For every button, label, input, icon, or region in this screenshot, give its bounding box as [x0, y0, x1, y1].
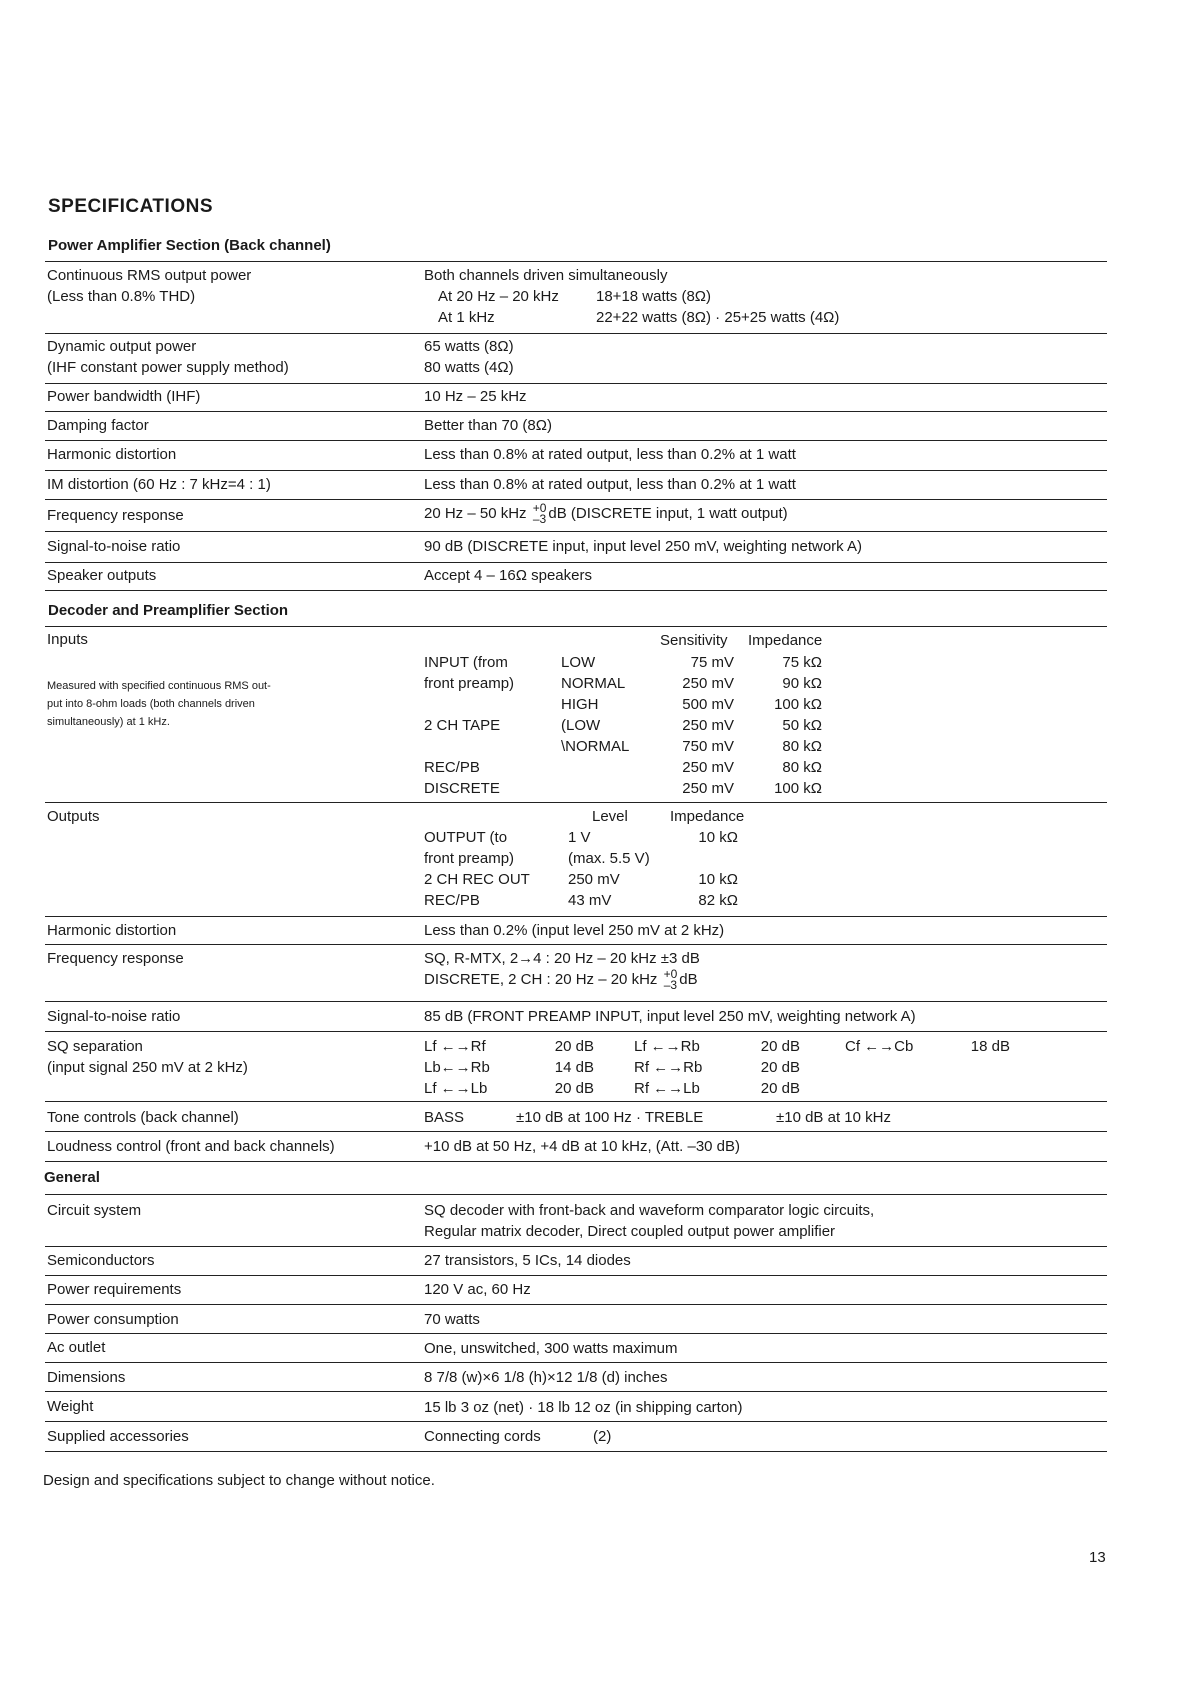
sq-pair: Lb←→Rb: [424, 1059, 490, 1076]
spec-value: Less than 0.8% at rated output, less than 0.2% at 1 watt: [424, 446, 796, 463]
inputs-level: (LOW: [561, 717, 601, 734]
tolerance: [533, 503, 547, 525]
outputs-source: OUTPUT (to: [424, 829, 508, 846]
spec-value: [424, 966, 698, 994]
spec-value: 22+22 watts (8Ω) · 25+25 watts (4Ω): [596, 309, 840, 326]
spec-value: 85 dB (FRONT PREAMP INPUT, input level 250 mV, weighting network A): [424, 1008, 916, 1025]
outputs-impedance: 10 kΩ: [698, 829, 738, 846]
spec-label: Semiconductors: [47, 1252, 155, 1269]
outputs-source: front preamp): [424, 850, 515, 867]
tolerance-plus: +0: [663, 967, 678, 982]
spec-value: 90 dB (DISCRETE input, input level 250 mV, weighting network A): [424, 538, 863, 555]
spec-value: 15 lb 3 oz (net) · 18 lb 12 oz (in shipping carton): [424, 1399, 743, 1416]
spec-value: Less than 0.8% at rated output, less than 0.2% at 1 watt: [424, 476, 796, 493]
spec-label: Supplied accessories: [47, 1428, 189, 1445]
inputs-impedance: 80 kΩ: [782, 759, 822, 776]
spec-value: Better than 70 (8Ω): [424, 417, 552, 434]
sq-value: 20 dB: [760, 1059, 800, 1076]
sq-value: 14 dB: [554, 1059, 594, 1076]
inputs-source: 2 CH TAPE: [424, 717, 501, 734]
tolerance: [664, 969, 678, 991]
sq-pair: Lf ←→Rf: [424, 1038, 486, 1055]
inputs-level: LOW: [561, 654, 596, 671]
sq-value: 20 dB: [760, 1038, 800, 1055]
divider: [45, 1333, 1107, 1334]
page-title: SPECIFICATIONS: [48, 196, 213, 217]
divider: [45, 1001, 1107, 1002]
inputs-note: Measured with specified continuous RMS out-: [47, 680, 271, 692]
tolerance-minus: –3: [663, 978, 678, 993]
divider: [45, 411, 1107, 412]
inputs-impedance: 75 kΩ: [782, 654, 822, 671]
spec-value: 70 watts: [424, 1311, 480, 1328]
spec-value: One, unswitched, 300 watts maximum: [424, 1340, 678, 1357]
outputs-header-impedance: Impedance: [670, 808, 745, 825]
spec-value: +10 dB at 50 Hz, +4 dB at 10 kHz, (Att. –30 dB): [424, 1138, 741, 1155]
spec-label: Weight: [47, 1398, 94, 1415]
sq-pair: Cf ←→Cb: [845, 1038, 914, 1055]
inputs-sensitivity: 500 mV: [682, 696, 734, 713]
spec-label: Continuous RMS output power: [47, 267, 252, 284]
spec-label: Dimensions: [47, 1369, 126, 1386]
outputs-level: 43 mV: [568, 892, 612, 909]
section-heading-power-amp: Power Amplifier Section (Back channel): [48, 237, 331, 254]
spec-value: ±10 dB at 100 Hz · TREBLE: [516, 1109, 704, 1126]
sq-pair: Lf ←→Lb: [424, 1080, 488, 1097]
spec-value: BASS: [424, 1109, 465, 1126]
spec-label: Loudness control (front and back channels): [47, 1138, 335, 1155]
inputs-sensitivity: 250 mV: [682, 759, 734, 776]
divider: [45, 1391, 1107, 1392]
inputs-source: front preamp): [424, 675, 515, 692]
spec-label: (Less than 0.8% THD): [47, 288, 196, 305]
divider: [45, 333, 1107, 334]
spec-value: 8 7/8 (w)×6 1/8 (h)×12 1/8 (d) inches: [424, 1369, 668, 1386]
spec-label: Power bandwidth (IHF): [47, 388, 201, 405]
divider: [45, 916, 1107, 917]
page-number: 13: [1089, 1549, 1106, 1566]
spec-label: Frequency response: [47, 507, 184, 524]
inputs-level: HIGH: [561, 696, 599, 713]
spec-value: ±10 dB at 10 kHz: [776, 1109, 891, 1126]
inputs-note: simultaneously) at 1 kHz.: [47, 716, 170, 728]
spec-value: Accept 4 – 16Ω speakers: [424, 567, 592, 584]
spec-value-part: dB: [679, 971, 698, 988]
spec-label: Power requirements: [47, 1281, 182, 1298]
spec-label: IM distortion (60 Hz : 7 kHz=4 : 1): [47, 476, 271, 493]
spec-label: (input signal 250 mV at 2 kHz): [47, 1059, 248, 1076]
divider: [45, 562, 1107, 563]
divider: [45, 1421, 1107, 1422]
inputs-impedance: 100 kΩ: [774, 780, 822, 797]
outputs-header-level: Level: [592, 808, 628, 825]
inputs-note: put into 8-ohm loads (both channels driven: [47, 698, 255, 710]
spec-value: Less than 0.2% (input level 250 mV at 2 kHz): [424, 922, 725, 939]
spec-label: Ac outlet: [47, 1339, 106, 1356]
spec-label: Signal-to-noise ratio: [47, 1008, 181, 1025]
sq-pair: Rf ←→Rb: [634, 1059, 703, 1076]
inputs-header-sensitivity: Sensitivity: [660, 632, 728, 649]
inputs-sensitivity: 75 mV: [690, 654, 734, 671]
inputs-sensitivity: 250 mV: [682, 717, 734, 734]
spec-label: (IHF constant power supply method): [47, 359, 289, 376]
spec-label: Tone controls (back channel): [47, 1109, 239, 1126]
outputs-level: 250 mV: [568, 871, 620, 888]
divider: [45, 261, 1107, 262]
spec-label: Power consumption: [47, 1311, 179, 1328]
outputs-source: 2 CH REC OUT: [424, 871, 530, 888]
spec-value: SQ decoder with front-back and waveform comparator logic circuits,: [424, 1202, 875, 1219]
spec-label: SQ separation: [47, 1038, 143, 1055]
inputs-sensitivity: 250 mV: [682, 675, 734, 692]
divider: [45, 1362, 1107, 1363]
divider: [45, 1101, 1107, 1102]
spec-value-part: 20 Hz – 50 kHz: [424, 505, 527, 522]
divider: [45, 1194, 1107, 1195]
spec-value: At 1 kHz: [438, 309, 495, 326]
divider: [45, 802, 1107, 803]
divider: [45, 531, 1107, 532]
outputs-source: REC/PB: [424, 892, 480, 909]
footer-note: Design and specifications subject to change without notice.: [43, 1472, 435, 1489]
inputs-source: REC/PB: [424, 759, 480, 776]
spec-value-part: DISCRETE, 2 CH : 20 Hz – 20 kHz: [424, 971, 658, 988]
divider: [45, 1161, 1107, 1162]
inputs-level: NORMAL: [561, 675, 626, 692]
spec-value: 10 Hz – 25 kHz: [424, 388, 527, 405]
divider: [45, 383, 1107, 384]
spec-value: Connecting cords: [424, 1428, 541, 1445]
spec-label: Harmonic distortion: [47, 922, 177, 939]
divider: [45, 470, 1107, 471]
spec-label: Signal-to-noise ratio: [47, 538, 181, 555]
divider: [45, 440, 1107, 441]
divider: [45, 1304, 1107, 1305]
inputs-level: \NORMAL: [561, 738, 630, 755]
spec-value-part: dB (DISCRETE input, 1 watt output): [548, 505, 788, 522]
spec-label: Inputs: [47, 631, 88, 648]
divider: [45, 1031, 1107, 1032]
sq-pair: Lf ←→Rb: [634, 1038, 700, 1055]
divider: [45, 590, 1107, 591]
spec-label: Frequency response: [47, 950, 184, 967]
inputs-impedance: 90 kΩ: [782, 675, 822, 692]
outputs-level: (max. 5.5 V): [568, 850, 650, 867]
inputs-impedance: 100 kΩ: [774, 696, 822, 713]
inputs-sensitivity: 750 mV: [682, 738, 734, 755]
sq-value: 20 dB: [554, 1080, 594, 1097]
outputs-level: 1 V: [568, 829, 591, 846]
sq-value: 18 dB: [970, 1038, 1010, 1055]
spec-label: Circuit system: [47, 1202, 142, 1219]
inputs-source: INPUT (from: [424, 654, 508, 671]
spec-value: 120 V ac, 60 Hz: [424, 1281, 531, 1298]
spec-value: At 20 Hz – 20 kHz: [438, 288, 559, 305]
spec-value: 65 watts (8Ω): [424, 338, 514, 355]
spec-label: Speaker outputs: [47, 567, 157, 584]
spec-value: 18+18 watts (8Ω): [596, 288, 712, 305]
inputs-source: DISCRETE: [424, 780, 500, 797]
divider: [45, 1131, 1107, 1132]
spec-label: Harmonic distortion: [47, 446, 177, 463]
inputs-impedance: 50 kΩ: [782, 717, 822, 734]
divider: [45, 626, 1107, 627]
spec-label: Outputs: [47, 808, 100, 825]
sq-pair: Rf ←→Lb: [634, 1080, 700, 1097]
inputs-impedance: 80 kΩ: [782, 738, 822, 755]
sq-value: 20 dB: [554, 1038, 594, 1055]
divider: [45, 944, 1107, 945]
spec-value: Regular matrix decoder, Direct coupled output power amplifier: [424, 1223, 836, 1240]
section-heading-general: General: [44, 1169, 100, 1186]
spec-value: Both channels driven simultaneously: [424, 267, 668, 284]
spec-value: SQ, R-MTX, 2→4 : 20 Hz – 20 kHz ±3 dB: [424, 950, 700, 967]
outputs-impedance: 10 kΩ: [698, 871, 738, 888]
outputs-impedance: 82 kΩ: [698, 892, 738, 909]
tolerance-minus: –3: [532, 512, 547, 527]
spec-value: (2): [593, 1428, 612, 1445]
inputs-sensitivity: 250 mV: [682, 780, 734, 797]
divider: [45, 1275, 1107, 1276]
divider: [45, 1451, 1107, 1452]
spec-label: Damping factor: [47, 417, 149, 434]
divider: [45, 1246, 1107, 1247]
inputs-header-impedance: Impedance: [748, 632, 823, 649]
sq-value: 20 dB: [760, 1080, 800, 1097]
section-heading-decoder: Decoder and Preamplifier Section: [48, 602, 289, 619]
tolerance-plus: +0: [532, 501, 547, 516]
spec-value: 27 transistors, 5 ICs, 14 diodes: [424, 1252, 631, 1269]
spec-label: Dynamic output power: [47, 338, 197, 355]
spec-value: 80 watts (4Ω): [424, 359, 514, 376]
spec-value: [424, 500, 788, 528]
